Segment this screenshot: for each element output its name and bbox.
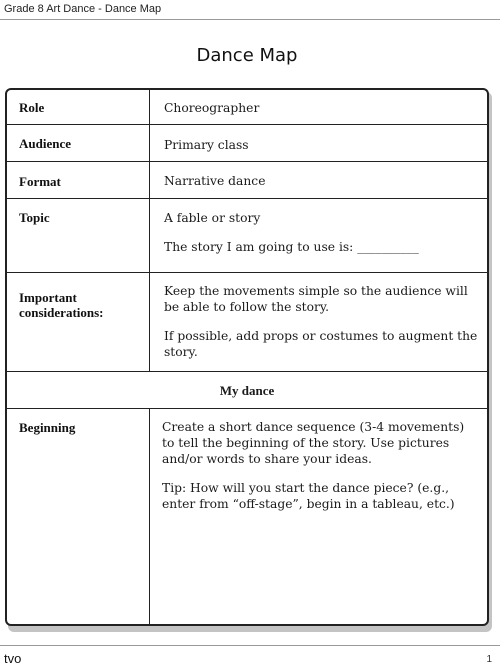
row-value-text: If possible, add props or costumes to augment the story. [164, 329, 478, 359]
column-divider [149, 90, 150, 372]
row-label-beginning: Beginning [19, 420, 76, 435]
header-divider [0, 19, 500, 20]
column-divider [149, 409, 150, 624]
table-row-format [7, 162, 487, 199]
table-row-audience [7, 125, 487, 162]
row-label-format: Format [19, 174, 61, 189]
dance-map-table [5, 88, 489, 626]
page-title: Dance Map [196, 45, 298, 66]
tvo-logo: tvo [4, 651, 22, 666]
section-header-my-dance: My dance [219, 383, 275, 398]
row-value-text: Keep the movements simple so the audience will be able to follow the story. [164, 284, 468, 314]
row-value-text: The story I am going to use is: __________ [164, 240, 419, 254]
row-value-considerations [164, 283, 479, 360]
row-value-text: Narrative dance [164, 174, 266, 188]
row-value-text: Create a short dance sequence (3-4 movements) to tell the beginning of the story. Use pictures and/or words to share your ideas. [162, 420, 465, 466]
table-row-role [7, 90, 487, 125]
row-value-text: A fable or story [164, 211, 261, 225]
page-number: 1 [486, 654, 492, 665]
row-value-role [164, 100, 479, 116]
section-header-row [7, 372, 487, 409]
row-label-audience: Audience [19, 136, 71, 151]
footer-divider [0, 645, 500, 646]
row-value-format [164, 173, 479, 189]
table-row-considerations [7, 273, 487, 372]
row-value-beginning [162, 419, 479, 512]
page-header-title: Grade 8 Art Dance - Dance Map [4, 3, 162, 15]
row-label-role: Role [19, 100, 45, 115]
row-value-text: Choreographer [164, 101, 260, 115]
table-row-topic [7, 199, 487, 273]
row-value-text: Primary class [164, 138, 249, 152]
row-label-considerations: Important considerations: [19, 290, 104, 320]
row-label-topic: Topic [19, 210, 50, 225]
row-value-text: Tip: How will you start the dance piece? (e.g., enter from “off-stage”, begin in a tableau, etc.) [162, 481, 455, 511]
row-value-topic [164, 210, 479, 255]
table-row-beginning [7, 409, 487, 624]
row-value-audience [164, 137, 479, 153]
